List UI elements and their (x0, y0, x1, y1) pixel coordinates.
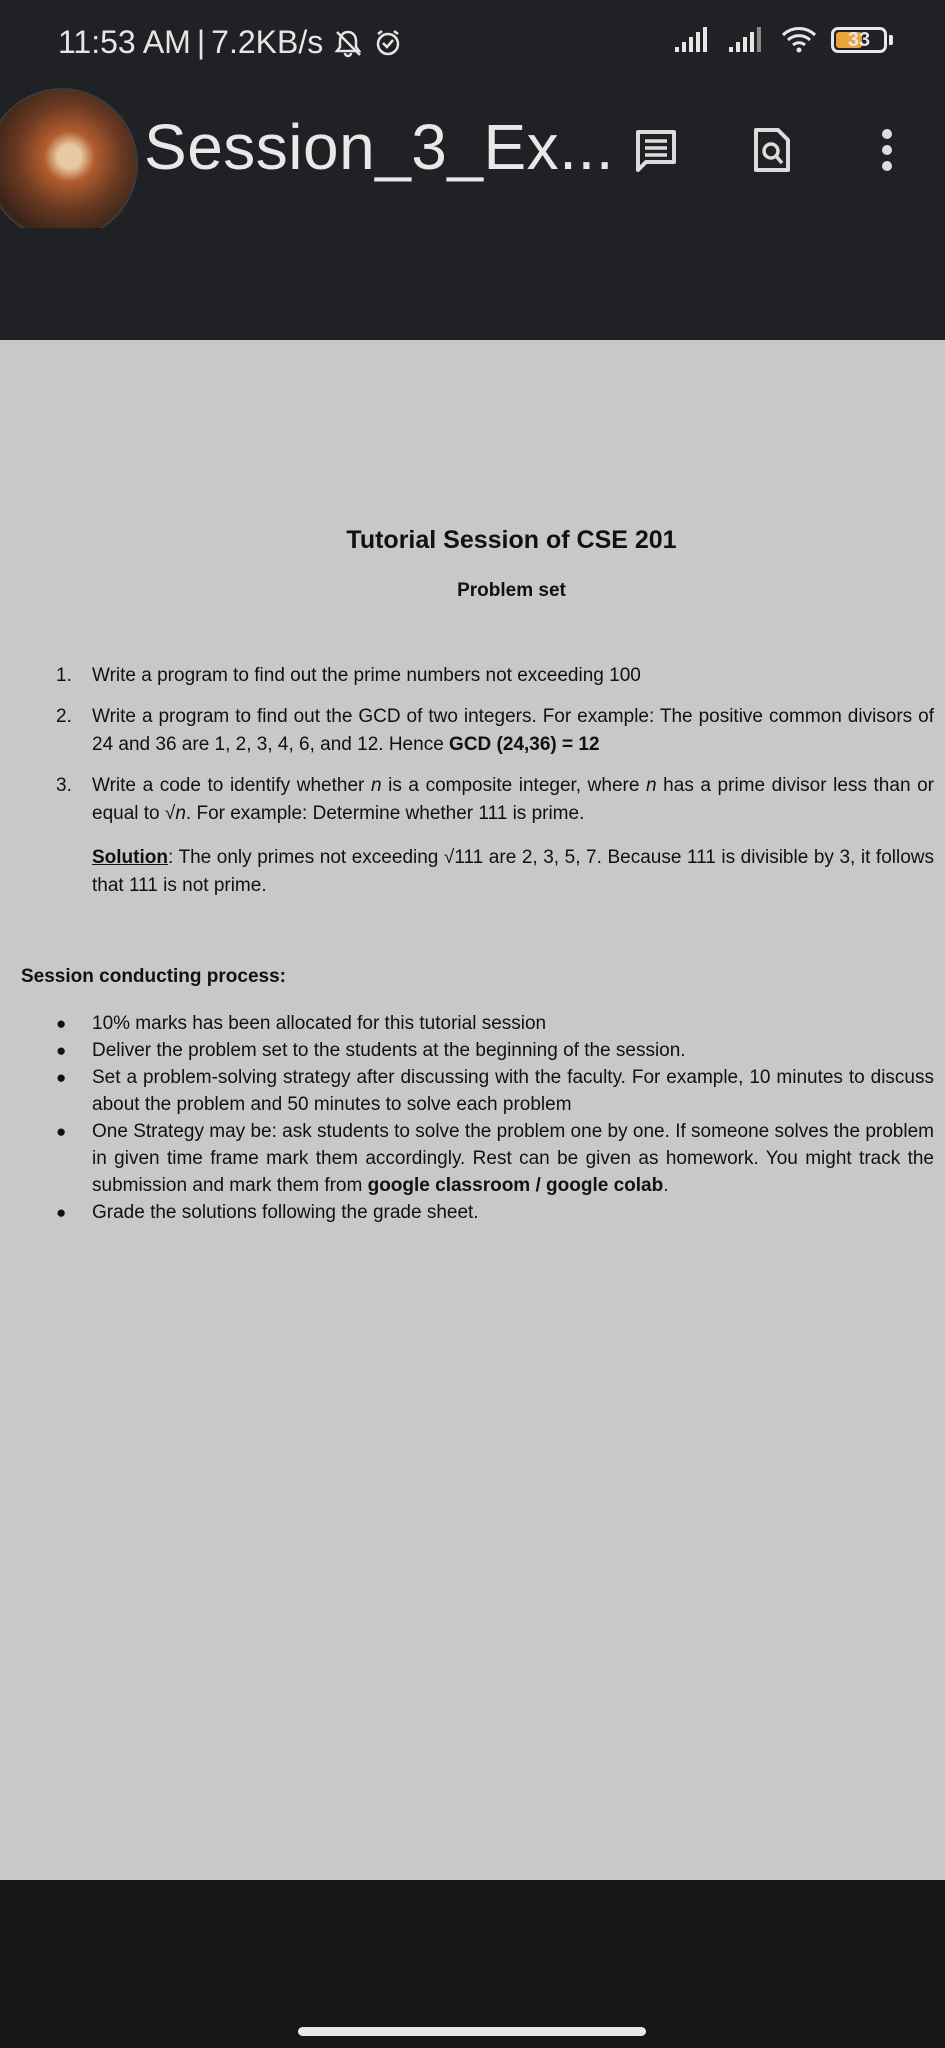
battery-level: 33 (847, 28, 871, 51)
app-bar (0, 88, 945, 228)
battery-icon (831, 27, 887, 53)
item-text-part: has a prime divisor less than or equal to √ (92, 775, 934, 824)
var-n: n (370, 775, 382, 796)
bullet-icon: ● (56, 1068, 67, 1087)
var-n: n (175, 803, 186, 824)
list-item (56, 1199, 934, 1226)
bullet-icon: ● (56, 1203, 67, 1222)
wifi-icon (781, 26, 817, 54)
home-gesture-bar[interactable] (298, 2027, 646, 2036)
solution-paragraph (92, 844, 934, 900)
solution-text: : The only primes not exceeding √111 are 2, 3, 5, 7. Because 111 is divisible by 3, it follows that 111 is not prime. (92, 847, 934, 896)
bullet-icon: ● (56, 1014, 67, 1033)
list-item (56, 1064, 934, 1118)
item-text (92, 703, 934, 759)
signal-icon (673, 27, 713, 53)
item-text-part: is a composite integer, where (381, 775, 647, 796)
item-text: Deliver the problem set to the students at the beginning of the session. (92, 1040, 686, 1061)
clock: 11:53 AM (58, 24, 191, 60)
item-text: 10% marks has been allocated for this tutorial session (92, 1013, 547, 1034)
list-item (56, 1010, 934, 1037)
item-text-part: . For example: Determine whether 111 is prime. (185, 803, 585, 824)
separator: | (196, 24, 206, 60)
status-right (673, 26, 893, 54)
more-vert-icon (877, 126, 897, 174)
gcd-result: GCD (24,36) = 12 (449, 734, 600, 755)
alarm-icon (373, 28, 403, 58)
comment-icon (632, 126, 680, 174)
platform-names: google classroom / google colab (367, 1175, 664, 1196)
item-number: 2. (56, 706, 72, 727)
comment-button[interactable] (624, 118, 688, 182)
process-heading: Session conducting process: (21, 966, 286, 987)
status-bar (0, 0, 945, 88)
item-text (92, 772, 934, 828)
item-text-part: One Strategy may be: ask students to solve the problem one by one. If someone solves the problem in given time frame mark them accordingly. Rest can be given as homework. You might track the submission and mark them from (92, 1121, 934, 1196)
net-speed: 7.2KB/s (211, 24, 324, 60)
list-item (56, 772, 934, 900)
var-n: n (646, 775, 657, 796)
list-item (56, 1118, 934, 1199)
bullet-icon: ● (56, 1122, 67, 1141)
solution-label: Solution (92, 847, 168, 868)
avatar[interactable] (0, 88, 138, 240)
list-item (56, 662, 934, 690)
problem-list (56, 662, 934, 913)
document-page[interactable] (0, 340, 945, 1880)
signal-icon-2 (727, 27, 767, 53)
viewer-background (0, 228, 945, 340)
item-text-part: Write a code to identify whether (92, 775, 371, 796)
item-text-part: . (663, 1175, 669, 1196)
doc-heading: Tutorial Session of CSE 201 (346, 526, 677, 554)
more-options-button[interactable] (855, 118, 919, 182)
item-text (92, 1118, 934, 1199)
battery-cap (889, 35, 893, 45)
list-item (56, 703, 934, 759)
item-text: Set a problem-solving strategy after discussing with the faculty. For example, 10 minutes to discuss about the problem and 50 minutes to solve each problem (92, 1067, 934, 1115)
search-doc-button[interactable] (740, 118, 804, 182)
bell-muted-icon (333, 28, 363, 58)
doc-subheading: Problem set (457, 580, 566, 601)
status-left (58, 24, 403, 61)
item-number: 1. (56, 665, 72, 686)
item-text: Write a program to find out the prime numbers not exceeding 100 (92, 665, 641, 686)
bullet-icon: ● (56, 1041, 67, 1060)
item-text-part: Write a program to find out the GCD of two integers. For example: The positive common divisors of 24 and 36 are 1, 2, 3, 4, 6, and 12. Hence (92, 706, 934, 755)
document-title: Session_3_Ex... (144, 111, 614, 183)
search-doc-icon (750, 126, 794, 174)
list-item (56, 1037, 934, 1064)
process-list (56, 1010, 934, 1226)
item-number: 3. (56, 775, 72, 796)
item-text: Grade the solutions following the grade sheet. (92, 1202, 479, 1223)
navigation-area (0, 1880, 945, 2048)
